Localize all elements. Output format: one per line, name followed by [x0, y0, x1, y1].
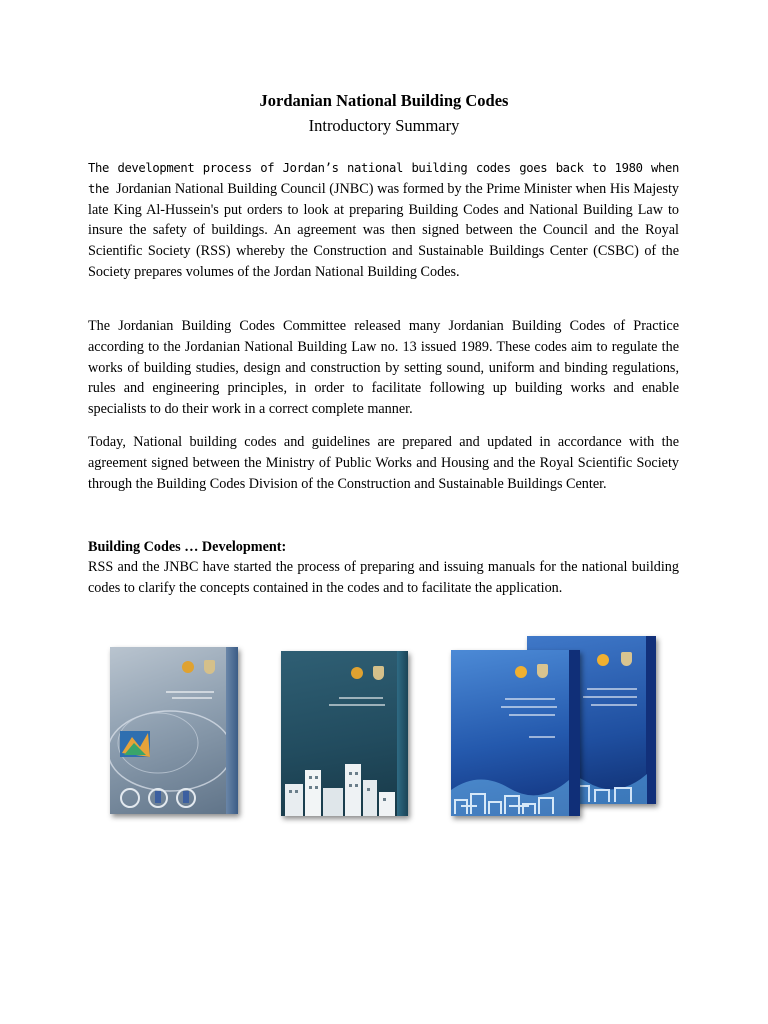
- grey-blue-manual-cover: [110, 647, 238, 814]
- cover-spine: [646, 636, 656, 804]
- society-emblem-icon: [515, 666, 527, 678]
- cover-title-line: [329, 704, 385, 706]
- dark-teal-manual-cover: [281, 651, 408, 816]
- society-emblem-icon: [351, 667, 363, 679]
- cover-title-line: [172, 697, 212, 699]
- paragraph-2: The Jordanian Building Codes Committee released many Jordanian Building Codes of Practice according to the Jordanian National Building Law no. 13 issued 1989. These codes aim to regulate the works of building studies, design and construction by setting sound, uniform and binding regulations, rules and engineering principles, in order to facilitate following up building works and enable specialists to do their work in a correct complete manner.: [88, 318, 679, 418]
- blue-manual-cover-volume-2: [451, 650, 580, 816]
- document-subtitle: Introductory Summary: [308, 116, 460, 135]
- section-paragraph: RSS and the JNBC have started the process of preparing and issuing manuals for the national building codes to clarify the concepts contained in the codes and to facilitate the application.: [88, 559, 679, 596]
- cover-volume-line: [529, 736, 555, 738]
- cover-spine: [397, 651, 408, 816]
- cover-title-line: [501, 706, 557, 708]
- city-pattern-graphic: [451, 754, 569, 816]
- society-emblem-icon: [597, 654, 609, 666]
- coat-of-arms-icon: [537, 664, 548, 678]
- structural-mesh-graphic: [110, 703, 226, 814]
- cover-title-line: [339, 697, 383, 699]
- coat-of-arms-icon: [204, 660, 215, 674]
- city-skyline-graphic: [281, 758, 397, 816]
- cover-title-line: [583, 696, 637, 698]
- paragraph-3: Today, National building codes and guidelines are prepared and updated in accordance with the agreement signed between the Ministry of Public Works and Housing and the Royal Scientific Society through the Building Codes Division of the Construction and Sustainable Buildings Center.: [88, 434, 679, 492]
- document-title: Jordanian National Building Codes: [259, 91, 509, 110]
- cover-spine: [569, 650, 580, 816]
- cover-title-line: [591, 704, 637, 706]
- cover-title-line: [509, 714, 555, 716]
- paragraph-1: [88, 158, 679, 283]
- section-heading: Building Codes … Development:: [88, 539, 287, 555]
- cover-spine: [226, 647, 238, 814]
- paragraph-1-body: Jordanian National Building Council (JNBC) was formed by the Prime Minister when His Majesty late King Al-Hussein's put orders to look at preparing Building Codes and National Building Law to insure the safety of buildings. An agreement was then signed between the Council and the Royal Scientific Society (RSS) whereby the Construction and Sustainable Buildings Center (CSBC) of the Society prepares volumes of the Jordan National Building Codes.: [88, 180, 680, 280]
- paragraph-1-first-line: The development process of Jordan’s national building codes goes back to 1980 when the: [88, 161, 679, 196]
- coat-of-arms-icon: [621, 652, 632, 666]
- manual-covers-figure: [0, 600, 768, 840]
- society-emblem-icon: [182, 661, 194, 673]
- coat-of-arms-icon: [373, 666, 384, 680]
- cover-title-line: [587, 688, 637, 690]
- cover-title-line: [505, 698, 555, 700]
- cover-title-line: [166, 691, 214, 693]
